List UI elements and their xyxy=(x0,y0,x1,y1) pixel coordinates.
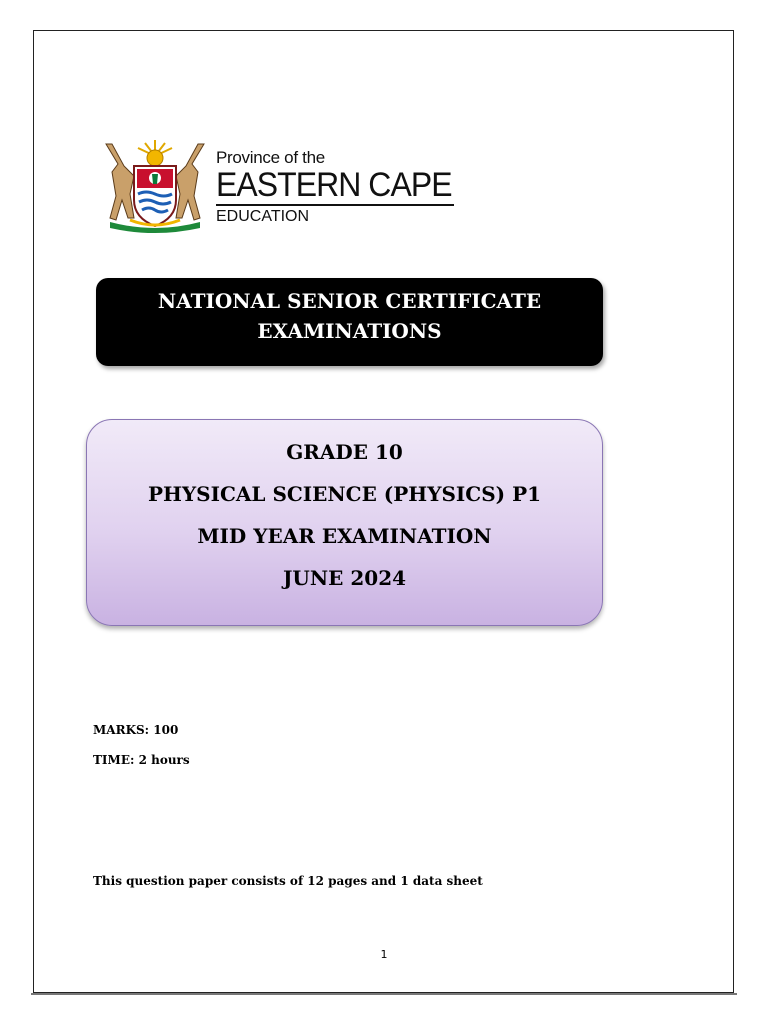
exam-type-title: MID YEAR EXAMINATION xyxy=(197,524,492,548)
exam-date-title: JUNE 2024 xyxy=(282,566,407,590)
page-number: 1 xyxy=(380,948,388,961)
nsc-banner xyxy=(96,278,603,366)
page-bottom-rule xyxy=(31,993,737,995)
exam-details-panel xyxy=(86,419,603,626)
subject-title: PHYSICAL SCIENCE (PHYSICS) P1 xyxy=(147,482,542,506)
logo-education-text: EDUCATION xyxy=(216,208,310,225)
marks-text: MARKS: 100 xyxy=(93,723,179,737)
time-text: TIME: 2 hours xyxy=(93,753,190,767)
coat-of-arms-icon xyxy=(96,138,214,238)
logo-divider xyxy=(216,204,454,206)
eastern-cape-education-logo xyxy=(96,138,458,238)
logo-text xyxy=(216,148,467,202)
grade-title: GRADE 10 xyxy=(286,440,403,464)
nsc-title-line2: EXAMINATIONS xyxy=(257,319,442,343)
logo-province-text: Province of the xyxy=(216,148,325,167)
page-count-note: This question paper consists of 12 pages and 1 data sheet xyxy=(93,874,483,888)
logo-eastern-cape-text: EASTERN CAPE xyxy=(216,166,452,204)
nsc-title-line1: NATIONAL SENIOR CERTIFICATE xyxy=(157,289,542,313)
